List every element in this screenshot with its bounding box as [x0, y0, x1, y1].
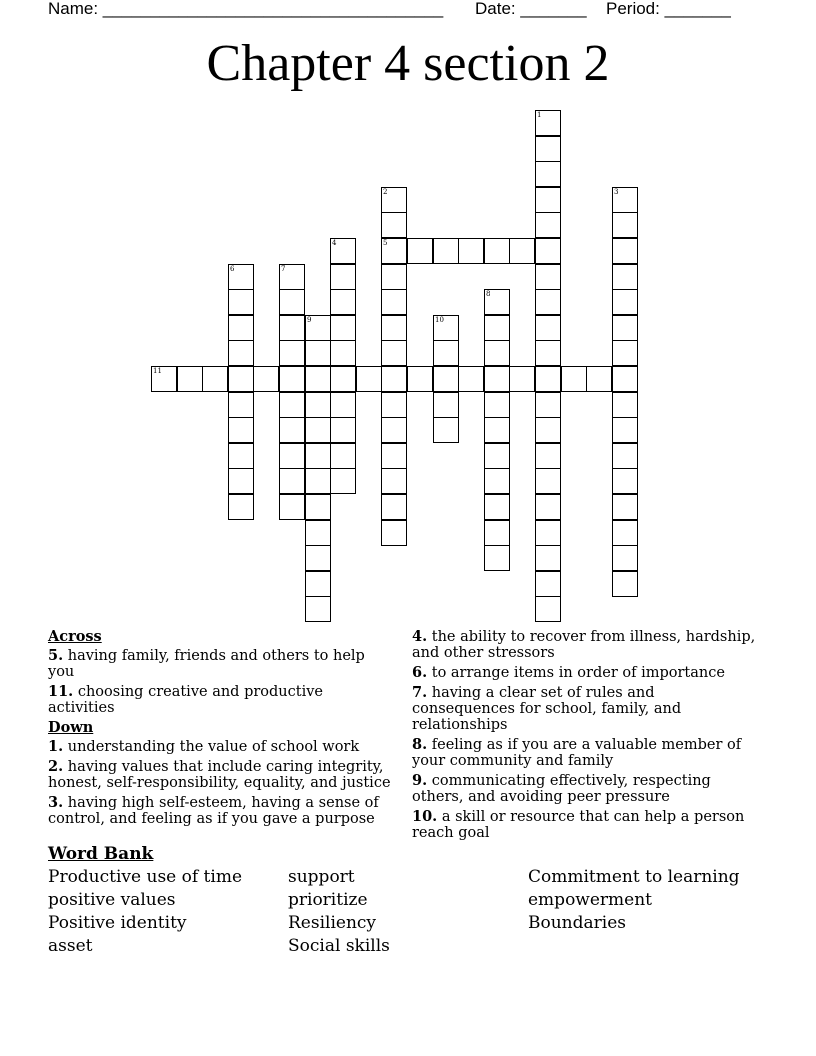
word-bank-item: Productive use of time	[48, 867, 243, 887]
word-bank-item: asset	[48, 936, 93, 956]
grid-cell[interactable]	[612, 340, 638, 366]
grid-cell[interactable]	[330, 238, 356, 264]
clue-number: 9	[307, 316, 312, 324]
grid-cell[interactable]	[228, 264, 254, 290]
grid-cell[interactable]	[228, 366, 254, 392]
grid-cell[interactable]	[305, 443, 331, 469]
down-clue-list-continued	[412, 629, 762, 841]
grid-cell[interactable]	[381, 315, 407, 341]
date-field[interactable]: Date: _______	[475, 0, 587, 18]
grid-cell[interactable]	[612, 289, 638, 315]
grid-cell[interactable]	[535, 340, 561, 366]
grid-cell[interactable]	[612, 417, 638, 443]
grid-cell[interactable]	[177, 366, 203, 392]
grid-cell[interactable]	[484, 238, 510, 264]
grid-cell[interactable]	[381, 212, 407, 238]
grid-cell[interactable]	[612, 494, 638, 520]
grid-cell[interactable]	[407, 366, 433, 392]
clue-number: 8	[486, 290, 491, 298]
clue-number-label: 9.	[412, 772, 428, 789]
grid-cell[interactable]	[228, 494, 254, 520]
grid-cell[interactable]	[381, 443, 407, 469]
grid-cell[interactable]	[228, 340, 254, 366]
header	[48, 0, 768, 20]
clue-text: to arrange items in order of importance	[427, 665, 725, 681]
grid-cell[interactable]	[484, 417, 510, 443]
grid-cell[interactable]	[535, 212, 561, 238]
word-bank-title: Word Bank	[48, 844, 154, 864]
grid-cell[interactable]	[612, 366, 638, 392]
grid-cell[interactable]	[535, 187, 561, 213]
clue-number-label: 3.	[48, 794, 64, 811]
clue-text: having family, friends and others to help you	[48, 648, 365, 680]
grid-cell[interactable]	[586, 366, 612, 392]
grid-cell[interactable]	[381, 264, 407, 290]
grid-cell[interactable]	[305, 545, 331, 571]
clue-number: 2	[383, 188, 388, 196]
grid-cell[interactable]	[535, 596, 561, 622]
across-heading: Across	[48, 628, 102, 645]
clue-number-label: 1.	[48, 738, 64, 755]
clue-number-label: 4.	[412, 628, 428, 645]
grid-cell[interactable]	[484, 520, 510, 546]
word-bank-item: Boundaries	[528, 913, 626, 933]
grid-cell[interactable]	[433, 366, 459, 392]
grid-cell[interactable]	[535, 136, 561, 162]
grid-cell[interactable]	[433, 238, 459, 264]
grid-cell[interactable]	[253, 366, 279, 392]
clue	[412, 737, 762, 769]
grid-cell[interactable]	[279, 392, 305, 418]
word-bank-column-3	[528, 866, 740, 935]
grid-cell[interactable]	[612, 392, 638, 418]
grid-cell[interactable]	[612, 187, 638, 213]
clue	[48, 648, 394, 680]
grid-cell[interactable]	[279, 289, 305, 315]
grid-cell[interactable]	[279, 468, 305, 494]
word-bank-item: Social skills	[288, 936, 390, 956]
grid-cell[interactable]	[612, 264, 638, 290]
grid-cell[interactable]	[330, 392, 356, 418]
grid-cell[interactable]	[484, 392, 510, 418]
clue-number: 7	[281, 265, 286, 273]
grid-cell[interactable]	[612, 571, 638, 597]
grid-cell[interactable]	[484, 443, 510, 469]
grid-cell[interactable]	[535, 494, 561, 520]
grid-cell[interactable]	[279, 315, 305, 341]
clue-number-label: 6.	[412, 664, 428, 681]
grid-cell[interactable]	[381, 340, 407, 366]
clue-number: 5	[383, 239, 388, 247]
grid-cell[interactable]	[535, 289, 561, 315]
word-bank-item: empowerment	[528, 890, 652, 910]
grid-cell[interactable]	[535, 417, 561, 443]
grid-cell[interactable]	[612, 443, 638, 469]
grid-cell[interactable]	[433, 392, 459, 418]
clue-text: having high self-esteem, having a sense of control, and feeling as if you gave a purpose	[48, 795, 379, 827]
clue	[412, 685, 762, 733]
grid-cell[interactable]	[305, 571, 331, 597]
grid-cell[interactable]	[381, 289, 407, 315]
grid-cell[interactable]	[305, 468, 331, 494]
clues-right-column	[412, 629, 762, 845]
grid-cell[interactable]	[330, 468, 356, 494]
grid-cell[interactable]	[305, 494, 331, 520]
grid-cell[interactable]	[381, 187, 407, 213]
grid-cell[interactable]	[330, 315, 356, 341]
grid-cell[interactable]	[381, 366, 407, 392]
grid-cell[interactable]	[612, 520, 638, 546]
clue	[48, 795, 394, 827]
grid-cell[interactable]	[330, 417, 356, 443]
grid-cell[interactable]	[535, 571, 561, 597]
clue	[412, 809, 762, 841]
grid-cell[interactable]	[228, 468, 254, 494]
clue-number-label: 8.	[412, 736, 428, 753]
grid-cell[interactable]	[535, 238, 561, 264]
grid-cell[interactable]	[305, 520, 331, 546]
grid-cell[interactable]	[305, 596, 331, 622]
down-clue-list	[48, 739, 394, 827]
grid-cell[interactable]	[509, 238, 535, 264]
grid-cell[interactable]	[612, 545, 638, 571]
word-bank-item: support	[288, 867, 355, 887]
name-field[interactable]: Name: ____________________________________	[48, 0, 444, 18]
grid-cell[interactable]	[484, 545, 510, 571]
grid-cell[interactable]	[484, 494, 510, 520]
grid-cell[interactable]	[407, 238, 433, 264]
grid-cell[interactable]	[202, 366, 228, 392]
grid-cell[interactable]	[279, 366, 305, 392]
word-bank-item: positive values	[48, 890, 176, 910]
grid-cell[interactable]	[279, 494, 305, 520]
grid-cell[interactable]	[305, 340, 331, 366]
word-bank-column-1	[48, 866, 242, 958]
word-bank-item: Resiliency	[288, 913, 377, 933]
word-bank-column-2	[288, 866, 390, 958]
across-clue-list	[48, 648, 394, 716]
word-bank-item: prioritize	[288, 890, 368, 910]
clue-text: communicating effectively, respecting others, and avoiding peer pressure	[412, 773, 711, 805]
grid-cell[interactable]	[356, 366, 382, 392]
grid-cell[interactable]	[484, 340, 510, 366]
grid-cell[interactable]	[535, 443, 561, 469]
period-field[interactable]: Period: _______	[606, 0, 731, 18]
clue-number: 11	[153, 367, 162, 375]
grid-cell[interactable]	[381, 417, 407, 443]
grid-cell[interactable]	[381, 468, 407, 494]
grid-cell[interactable]	[535, 264, 561, 290]
clue-number-label: 7.	[412, 684, 428, 701]
grid-cell[interactable]	[612, 468, 638, 494]
word-bank-item: Commitment to learning	[528, 867, 740, 887]
grid-cell[interactable]	[535, 468, 561, 494]
grid-cell[interactable]	[484, 315, 510, 341]
word-bank-item: Positive identity	[48, 913, 187, 933]
clue-number: 6	[230, 265, 235, 273]
grid-cell[interactable]	[535, 110, 561, 136]
grid-cell[interactable]	[484, 366, 510, 392]
grid-cell[interactable]	[561, 366, 587, 392]
grid-cell[interactable]	[330, 340, 356, 366]
clue	[412, 629, 762, 661]
grid-cell[interactable]	[433, 417, 459, 443]
clue-number-label: 10.	[412, 808, 438, 825]
grid-cell[interactable]	[458, 238, 484, 264]
clue-text: feeling as if you are a valuable member of your community and family	[412, 737, 742, 769]
grid-cell[interactable]	[535, 520, 561, 546]
clue-number-label: 5.	[48, 647, 64, 664]
clue	[48, 759, 394, 791]
grid-cell[interactable]	[381, 520, 407, 546]
clue-text: having a clear set of rules and consequences for school, family, and relationships	[412, 685, 682, 733]
grid-cell[interactable]	[330, 264, 356, 290]
grid-cell[interactable]	[228, 392, 254, 418]
grid-cell[interactable]	[433, 340, 459, 366]
grid-cell[interactable]	[484, 468, 510, 494]
clue-number-label: 2.	[48, 758, 64, 775]
clue-number: 10	[435, 316, 444, 324]
clue-number: 3	[614, 188, 619, 196]
grid-cell[interactable]	[279, 264, 305, 290]
clue-text: having values that include caring integrity, honest, self-responsibility, equality, and justice	[48, 759, 391, 791]
grid-cell[interactable]	[458, 366, 484, 392]
clue	[48, 684, 394, 716]
clue	[412, 665, 762, 681]
clue	[48, 739, 394, 755]
clues-left-column	[48, 629, 394, 831]
grid-cell[interactable]	[330, 443, 356, 469]
grid-cell[interactable]	[535, 161, 561, 187]
clue-text: a skill or resource that can help a person reach goal	[412, 809, 745, 841]
grid-cell[interactable]	[228, 315, 254, 341]
clue-number: 4	[332, 239, 337, 247]
grid-cell[interactable]	[228, 443, 254, 469]
grid-cell[interactable]	[381, 494, 407, 520]
grid-cell[interactable]	[535, 315, 561, 341]
page-title: Chapter 4 section 2	[206, 35, 610, 92]
grid-cell[interactable]	[612, 212, 638, 238]
clue-text: the ability to recover from illness, hardship, and other stressors	[412, 629, 756, 661]
grid-cell[interactable]	[305, 366, 331, 392]
grid-cell[interactable]	[279, 417, 305, 443]
clue-text: understanding the value of school work	[63, 739, 360, 755]
grid-cell[interactable]	[433, 315, 459, 341]
grid-cell[interactable]	[330, 289, 356, 315]
grid-cell[interactable]	[305, 315, 331, 341]
clue	[412, 773, 762, 805]
down-heading: Down	[48, 719, 94, 736]
grid-cell[interactable]	[535, 392, 561, 418]
clue-number: 1	[537, 111, 542, 119]
grid-cell[interactable]	[509, 366, 535, 392]
grid-cell[interactable]	[381, 392, 407, 418]
grid-cell[interactable]	[279, 340, 305, 366]
grid-cell[interactable]	[228, 417, 254, 443]
grid-cell[interactable]	[535, 545, 561, 571]
grid-cell[interactable]	[279, 443, 305, 469]
grid-cell[interactable]	[484, 289, 510, 315]
grid-cell[interactable]	[612, 238, 638, 264]
grid-cell[interactable]	[535, 366, 561, 392]
clue-number-label: 11.	[48, 683, 74, 700]
grid-cell[interactable]	[305, 417, 331, 443]
grid-cell[interactable]	[381, 238, 407, 264]
grid-cell[interactable]	[612, 315, 638, 341]
grid-cell[interactable]	[330, 366, 356, 392]
grid-cell[interactable]	[151, 366, 177, 392]
grid-cell[interactable]	[228, 289, 254, 315]
clue-text: choosing creative and productive activities	[48, 684, 323, 716]
grid-cell[interactable]	[305, 392, 331, 418]
